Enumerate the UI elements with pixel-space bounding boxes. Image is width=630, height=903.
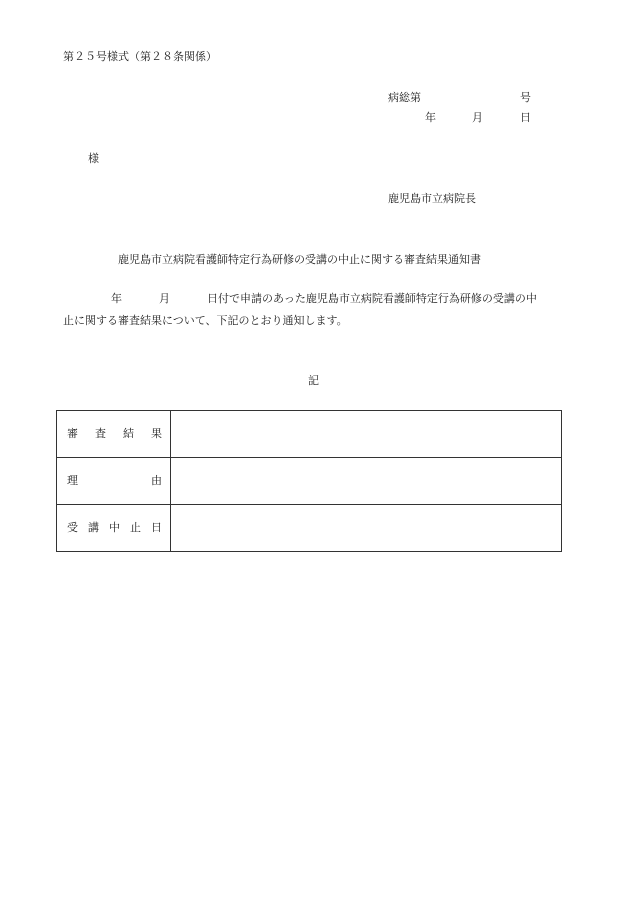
label-char: 講 <box>88 521 99 534</box>
table-row-reason <box>57 458 562 505</box>
reason-value[interactable] <box>171 458 562 505</box>
date-month-label: 月 <box>472 111 483 124</box>
label-char: 日 <box>151 521 162 534</box>
discontinuation-date-value[interactable] <box>171 505 562 552</box>
review-result-value[interactable] <box>171 411 562 458</box>
label-char: 結 <box>123 427 134 440</box>
table-row-review-result <box>57 411 562 458</box>
document-number-prefix: 病総第 <box>388 91 421 104</box>
sender-name: 鹿児島市立病院長 <box>388 192 476 205</box>
body-year-label: 年 <box>111 292 122 305</box>
body-paragraph-line-2: 止に関する審査結果について、下記のとおり通知します。 <box>63 314 348 327</box>
label-char: 止 <box>130 521 141 534</box>
document-title: 鹿児島市立病院看護師特定行為研修の受講の中止に関する審査結果通知書 <box>118 253 481 266</box>
label-char: 査 <box>95 427 106 440</box>
label-char: 審 <box>67 427 78 440</box>
ki-heading: 記 <box>308 374 319 387</box>
form-number: 第２５号様式（第２８条関係） <box>63 50 217 63</box>
label-char: 受 <box>67 521 78 534</box>
date-day-label: 日 <box>520 111 531 124</box>
discontinuation-date-label <box>57 505 171 552</box>
label-char: 理 <box>67 474 78 487</box>
date-year-label: 年 <box>425 111 436 124</box>
label-char: 中 <box>109 521 120 534</box>
reason-label <box>57 458 171 505</box>
body-month-label: 月 <box>159 292 170 305</box>
label-char: 果 <box>151 427 162 440</box>
document-number-suffix: 号 <box>520 91 531 104</box>
label-char: 由 <box>151 474 162 487</box>
table-row-discontinuation-date <box>57 505 562 552</box>
body-text: 日付で申請のあった鹿児島市立病院看護師特定行為研修の受講の中 <box>207 292 537 305</box>
review-result-table <box>56 410 562 552</box>
review-result-label <box>57 411 171 458</box>
recipient-honorific: 様 <box>88 152 99 165</box>
